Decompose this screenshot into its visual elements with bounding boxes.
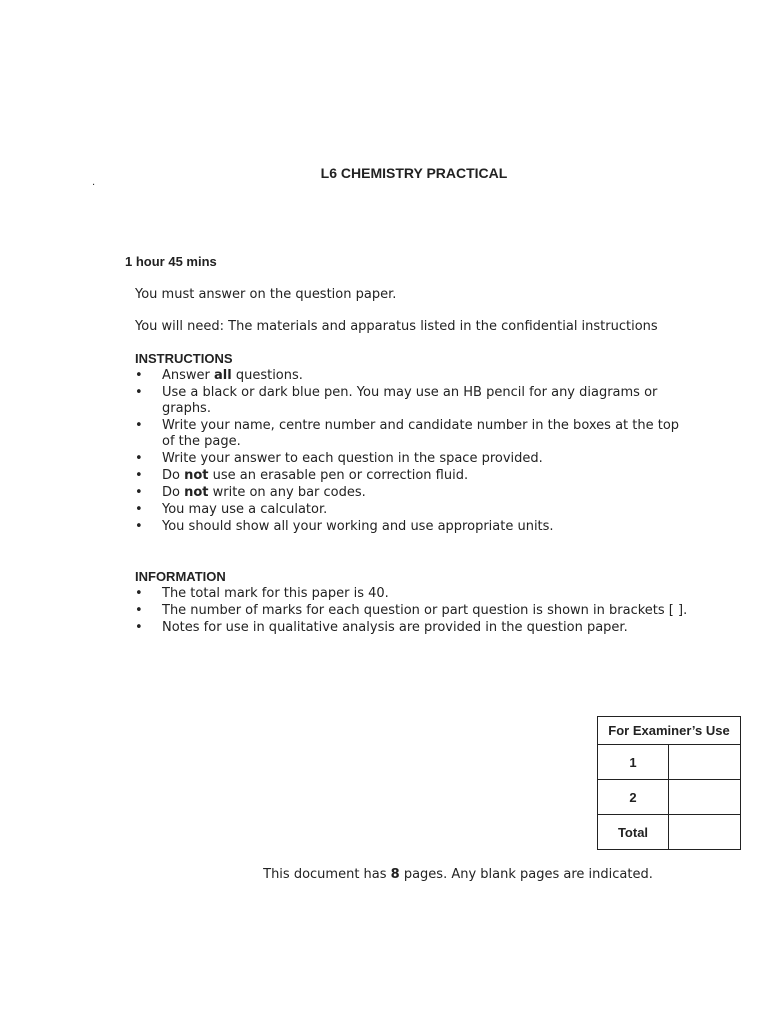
list-item: • You may use a calculator. [135,502,328,517]
bullet-icon: • [135,368,143,383]
list-item: • Do not write on any bar codes. [135,485,366,500]
bullet-icon: • [135,620,143,635]
information-list [135,586,695,637]
exam-duration: 1 hour 45 mins [125,254,217,269]
must-answer-note: You must answer on the question paper. [135,287,397,302]
bullet-icon: • [135,603,143,618]
table-row [598,745,741,780]
total-entry-cell[interactable] [669,815,741,850]
examiner-use-table [597,716,741,850]
instructions-heading: INSTRUCTIONS [135,351,233,366]
list-item: • Answer all questions. [135,368,303,383]
list-item: • You should show all your working and use appropriate units. [135,519,554,534]
total-label-cell: Total [598,815,669,850]
question-number-cell: 2 [598,780,669,815]
document-title: L6 CHEMISTRY PRACTICAL [320,165,508,181]
table-row [598,815,741,850]
list-item: • The number of marks for each question or part question is shown in brackets [ ]. [135,603,688,618]
bullet-icon: • [135,586,143,601]
list-item: • The total mark for this paper is 40. [135,586,389,601]
bullet-icon: • [135,468,143,483]
list-item: • Use a black or dark blue pen. You may use an HB pencil for any diagrams or graphs. [135,385,658,416]
mark-entry-cell[interactable] [669,780,741,815]
bullet-icon: • [135,451,143,466]
page-count-note: This document has 8 pages. Any blank pages are indicated. [263,867,653,882]
list-item: • Write your answer to each question in the space provided. [135,451,543,466]
stray-dot: . [92,177,96,188]
bullet-icon: • [135,519,143,534]
list-item: • Write your name, centre number and candidate number in the boxes at the top of the page. [135,418,680,449]
examiner-table-header: For Examiner’s Use [598,717,741,745]
bullet-icon: • [135,385,143,400]
bullet-icon: • [135,418,143,433]
list-item: • Do not use an erasable pen or correction fluid. [135,468,469,483]
mark-entry-cell[interactable] [669,745,741,780]
list-item: • Notes for use in qualitative analysis are provided in the question paper. [135,620,628,635]
table-row [598,780,741,815]
instructions-list [135,368,695,536]
bullet-icon: • [135,485,143,500]
bullet-icon: • [135,502,143,517]
information-heading: INFORMATION [135,569,226,584]
question-number-cell: 1 [598,745,669,780]
materials-note: You will need: The materials and apparatus listed in the confidential instructions [135,319,658,334]
